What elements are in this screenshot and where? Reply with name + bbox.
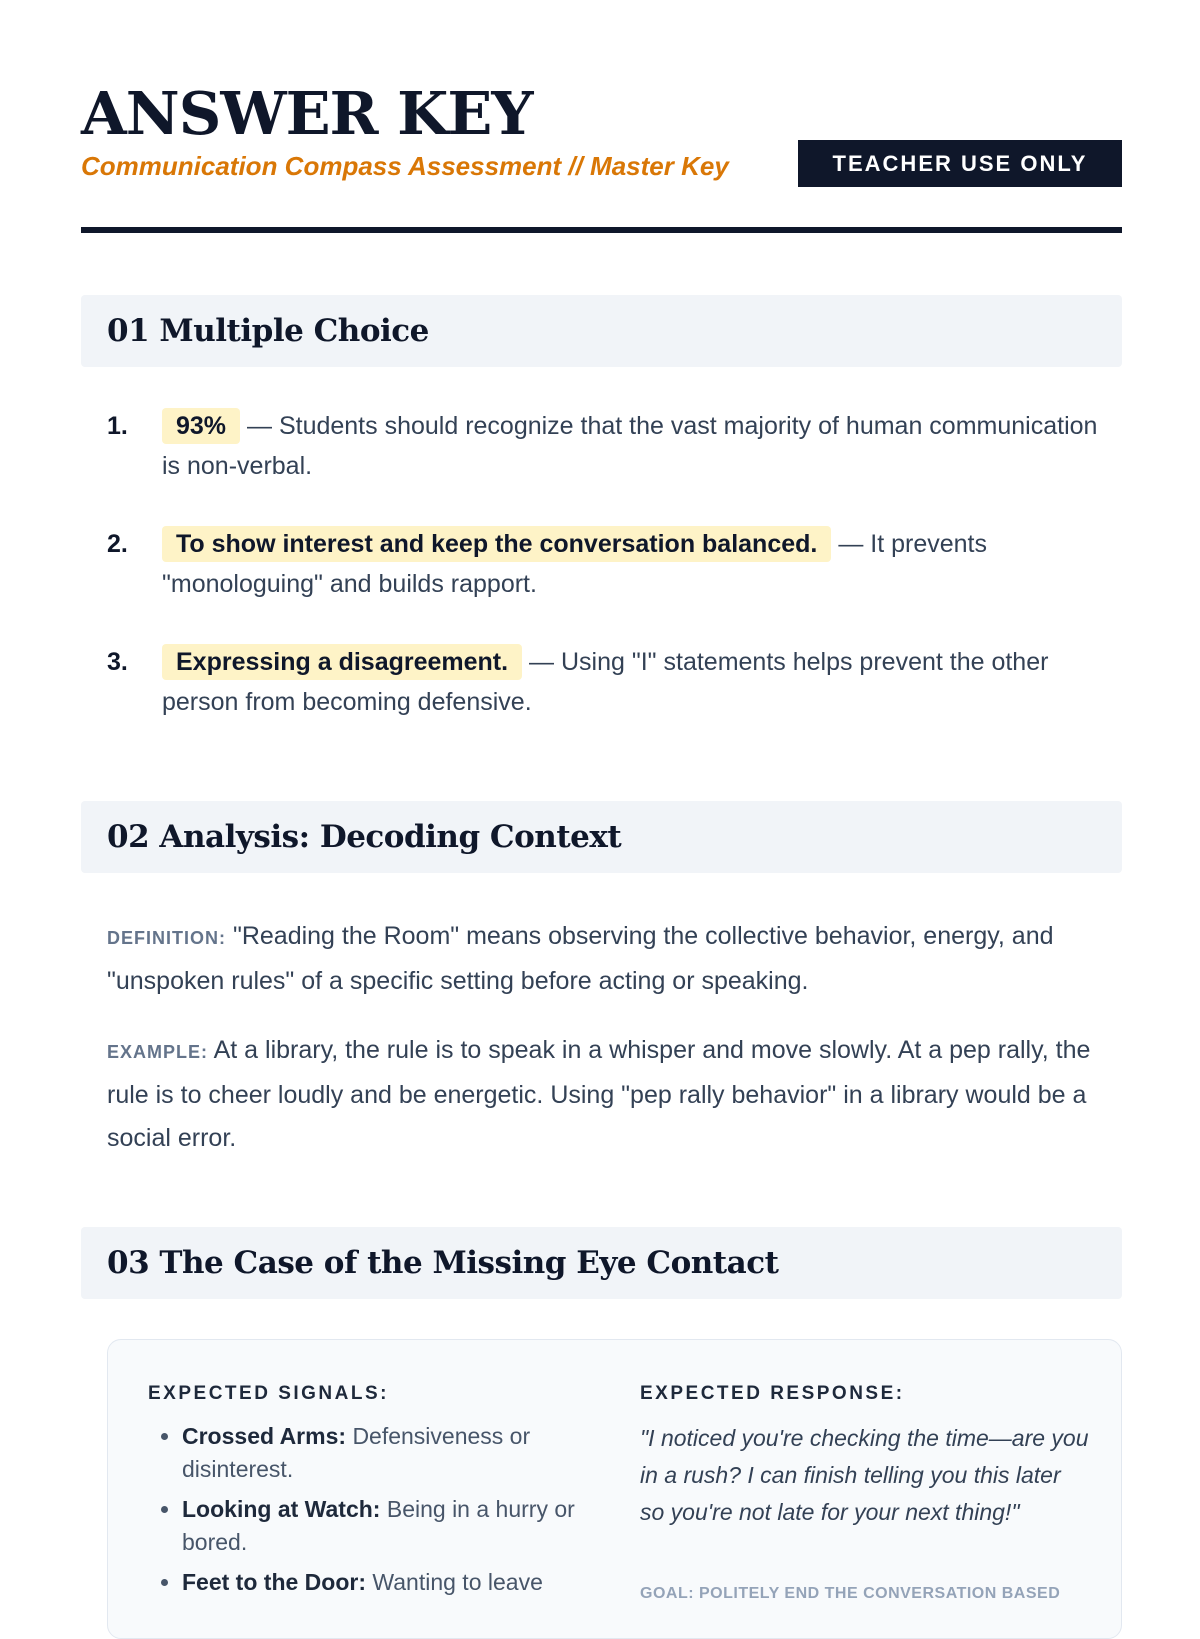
highlighted-answer: To show interest and keep the conversation balanced. [162,526,831,562]
answer-explanation: — Using "I" statements helps prevent the other person from becoming defensive. [162,648,1049,716]
response-text: "I noticed you're checking the time—are you in a rush? I can finish telling you this later so you're not late for your next thing!" [640,1425,1089,1525]
header-divider [81,227,1122,233]
list-item [107,406,1107,486]
highlighted-answer: 93% [162,408,240,444]
list-item [182,1566,602,1599]
list-item [182,1420,602,1486]
page-title: ANSWER KEY [81,79,533,148]
signal-term: Looking at Watch: [182,1496,381,1522]
document-header [81,0,1122,232]
item-number: 3. [107,648,128,676]
response-heading: EXPECTED RESPONSE: [640,1383,905,1404]
answer-key-page [81,0,1122,1602]
signal-term: Crossed Arms: [182,1423,347,1449]
example-text: At a library, the rule is to speak in a whisper and move slowly. At a pep rally, the rule is to cheer loudly and be energetic. Using "pep rally behavior" in a library would be a social error. [107,1036,1091,1152]
teacher-use-badge: TEACHER USE ONLY [798,140,1122,187]
item-number: 2. [107,530,128,558]
definition-label: DEFINITION: [107,928,226,948]
signals-list [148,1420,602,1606]
section-header-multiple-choice: 01 Multiple Choice [81,295,1122,367]
answer-explanation: — Students should recognize that the vast majority of human communication is non-verbal. [162,412,1098,480]
section-header-case: 03 The Case of the Missing Eye Contact [81,1227,1122,1299]
case-card [107,1339,1122,1639]
page-subtitle: Communication Compass Assessment // Master Key [81,151,729,181]
highlighted-answer: Expressing a disagreement. [162,644,522,680]
answer-explanation: — It prevents "monologuing" and builds rapport. [162,530,987,598]
signal-desc: Being in a hurry or bored. [182,1496,575,1555]
definition-text: "Reading the Room" means observing the collective behavior, energy, and "unspoken rules" of a specific setting before acting or speaking. [107,922,1054,995]
goal-text: GOAL: POLITELY END THE CONVERSATION BASED [640,1585,1061,1602]
list-item [107,524,1107,604]
signals-heading: EXPECTED SIGNALS: [148,1383,389,1404]
example-label: EXAMPLE: [107,1042,209,1062]
signal-term: Feet to the Door: [182,1569,366,1595]
signal-desc: Defensiveness or disinterest. [182,1423,531,1482]
list-item [107,642,1107,722]
section-header-analysis: 02 Analysis: Decoding Context [81,801,1122,873]
list-item [182,1493,602,1559]
definition-paragraph [107,915,1117,1003]
example-paragraph [107,1029,1117,1160]
item-number: 1. [107,412,128,440]
signal-desc: Wanting to leave [372,1569,543,1595]
